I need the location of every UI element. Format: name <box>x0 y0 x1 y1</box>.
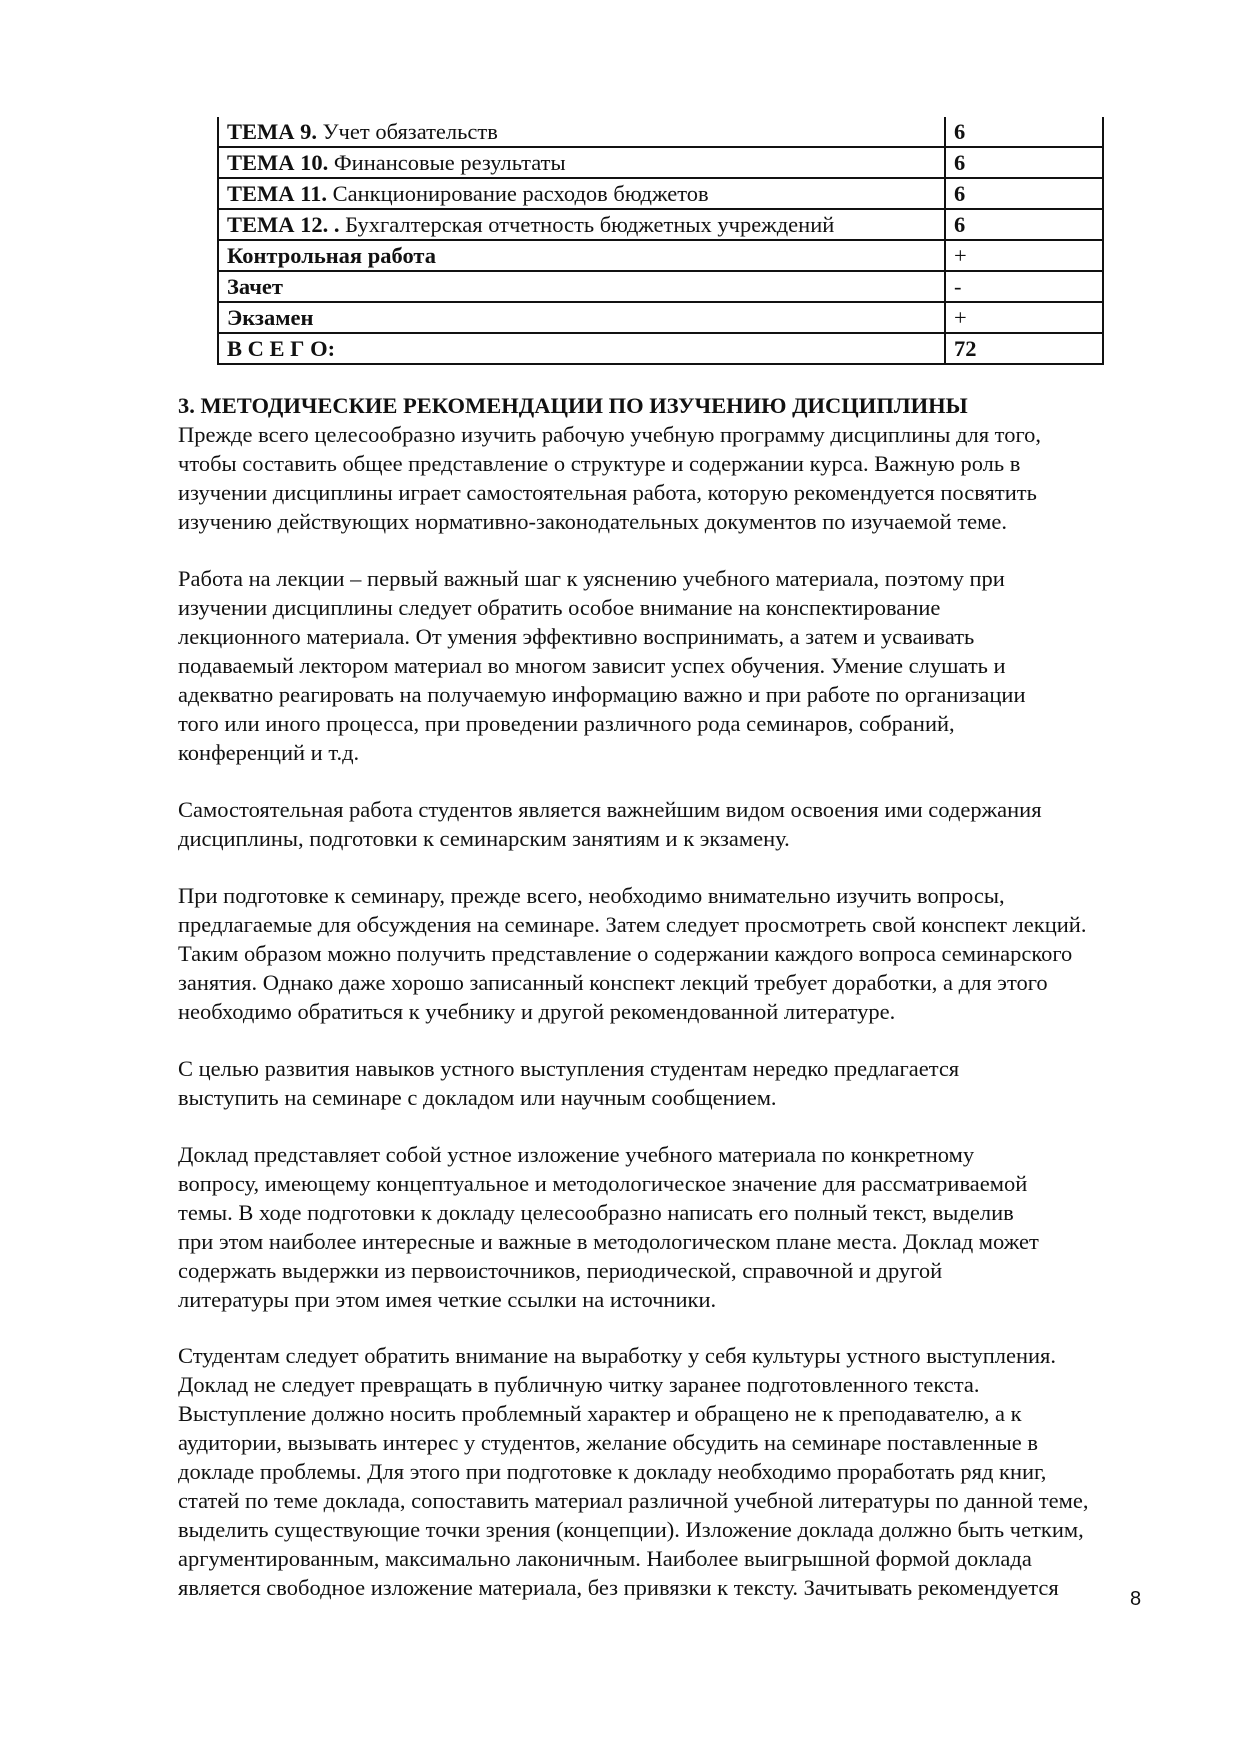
topic-title: Санкционирование расходов бюджетов <box>327 181 709 206</box>
paragraph <box>178 1341 1158 1602</box>
topic-cell <box>218 147 945 178</box>
control-work-label: Контрольная работа <box>227 243 436 268</box>
topic-cell <box>218 209 945 240</box>
text-line: Выступление должно носить проблемный характер и обращено не к преподавателю, а к <box>178 1401 1022 1426</box>
text-line: Доклад представляет собой устное изложение учебного материала по конкретному <box>178 1142 975 1167</box>
text-line: темы. В ходе подготовки к докладу целесообразно написать его полный текст, выделив <box>178 1200 1014 1225</box>
text-line: аудитории, вызывать интерес у студентов, желание обсудить на семинаре поставленные в <box>178 1430 1038 1455</box>
text-line: С целью развития навыков устного выступления студентам нередко предлагается <box>178 1056 960 1081</box>
hours-cell: - <box>945 271 1103 302</box>
text-line: того или иного процесса, при проведении различного рода семинаров, собраний, <box>178 711 955 736</box>
table-row <box>218 147 1103 178</box>
text-line: чтобы составить общее представление о структуре и содержании курса. Важную роль в <box>178 451 1021 476</box>
text-line: Таким образом можно получить представление о содержании каждого вопроса семинарского <box>178 941 1073 966</box>
text-line: предлагаемые для обсуждения на семинаре. Затем следует просмотреть свой конспект лекций. <box>178 912 1087 937</box>
topic-cell <box>218 178 945 209</box>
table-row <box>218 209 1103 240</box>
topic-number: ТЕМА 11. <box>227 181 328 206</box>
total-label: В С Е Г О: <box>227 336 336 361</box>
text-line: Прежде всего целесообразно изучить рабочую учебную программу дисциплины для того, <box>178 422 1041 447</box>
text-line: лекционного материала. От умения эффективно воспринимать, а затем и усваивать <box>178 624 975 649</box>
text-line: изучении дисциплины играет самостоятельная работа, которую рекомендуется посвятить <box>178 480 1037 505</box>
paragraph <box>178 564 1158 767</box>
hours-cell: 6 <box>945 209 1103 240</box>
topic-cell <box>218 333 945 364</box>
hours-table <box>217 117 1104 365</box>
table-row <box>218 178 1103 209</box>
topic-title: Учет обязательств <box>317 119 498 144</box>
topic-number: ТЕМА 12. . <box>227 212 340 237</box>
text-line: занятия. Однако даже хорошо записанный конспект лекций требует доработки, а для этого <box>178 970 1048 995</box>
text-line: Доклад не следует превращать в публичную читку заранее подготовленного текста. <box>178 1372 980 1397</box>
text-line: выступить на семинаре с докладом или научным сообщением. <box>178 1085 777 1110</box>
topic-cell <box>218 240 945 271</box>
text-line: При подготовке к семинару, прежде всего, необходимо внимательно изучить вопросы, <box>178 883 1005 908</box>
text-line: изучению действующих нормативно-законодательных документов по изучаемой теме. <box>178 509 1007 534</box>
credit-label: Зачет <box>227 274 283 299</box>
text-line: при этом наиболее интересные и важные в методологическом плане места. Доклад может <box>178 1229 1039 1254</box>
table-row <box>218 240 1103 271</box>
topic-title: Финансовые результаты <box>328 150 566 175</box>
topic-cell <box>218 302 945 333</box>
total-hours-cell: 72 <box>945 333 1103 364</box>
text-line: необходимо обратиться к учебнику и другой рекомендованной литературе. <box>178 999 896 1024</box>
paragraph <box>178 420 1158 536</box>
text-line: литературы при этом имея четкие ссылки на источники. <box>178 1287 717 1312</box>
text-line: адекватно реагировать на получаемую информацию важно и при работе по организации <box>178 682 1026 707</box>
topic-number: ТЕМА 10. <box>227 150 329 175</box>
text-line: Работа на лекции – первый важный шаг к уяснению учебного материала, поэтому при <box>178 566 1005 591</box>
paragraph <box>178 795 1158 853</box>
section-heading: 3. МЕТОДИЧЕСКИЕ РЕКОМЕНДАЦИИ ПО ИЗУЧЕНИЮ ДИСЦИПЛИНЫ <box>178 393 968 418</box>
hours-cell: + <box>945 240 1103 271</box>
text-line: статей по теме доклада, сопоставить материал различной учебной литературы по данной теме, <box>178 1488 1089 1513</box>
text-line: подаваемый лектором материал во многом зависит успех обучения. Умение слушать и <box>178 653 1006 678</box>
text-line: является свободное изложение материала, без привязки к тексту. Зачитывать рекомендуется <box>178 1575 1059 1600</box>
text-line: вопросу, имеющему концептуальное и методологическое значение для рассматриваемой <box>178 1171 1028 1196</box>
table-row <box>218 333 1103 364</box>
hours-table-body <box>218 117 1103 364</box>
text-line: Студентам следует обратить внимание на выработку у себя культуры устного выступления. <box>178 1343 1057 1368</box>
page-number: 8 <box>1130 1588 1142 1610</box>
topic-number: ТЕМА 9. <box>227 119 317 144</box>
text-line: докладе проблемы. Для этого при подготовке к докладу необходимо проработать ряд книг, <box>178 1459 1047 1484</box>
table-row <box>218 117 1103 147</box>
hours-cell: 6 <box>945 178 1103 209</box>
hours-cell: + <box>945 302 1103 333</box>
paragraph <box>178 881 1158 1026</box>
text-line: аргументированным, максимально лаконичным. Наиболее выигрышной формой доклада <box>178 1546 1032 1571</box>
exam-label: Экзамен <box>227 305 314 330</box>
text-line: Самостоятельная работа студентов является важнейшим видом освоения ими содержания <box>178 797 1042 822</box>
hours-cell: 6 <box>945 147 1103 178</box>
text-line: изучении дисциплины следует обратить особое внимание на конспектирование <box>178 595 941 620</box>
table-row <box>218 302 1103 333</box>
table-row <box>218 271 1103 302</box>
paragraph <box>178 1054 1158 1112</box>
topic-cell <box>218 117 945 147</box>
text-line: дисциплины, подготовки к семинарским занятиям и к экзамену. <box>178 826 790 851</box>
hours-cell: 6 <box>945 117 1103 147</box>
paragraph <box>178 1140 1158 1314</box>
text-line: содержать выдержки из первоисточников, периодической, справочной и другой <box>178 1258 943 1283</box>
text-line: выделить существующие точки зрения (концепции). Изложение доклада должно быть четким, <box>178 1517 1084 1542</box>
topic-title: Бухгалтерская отчетность бюджетных учреждений <box>339 212 835 237</box>
text-line: конференций и т.д. <box>178 740 360 765</box>
topic-cell <box>218 271 945 302</box>
